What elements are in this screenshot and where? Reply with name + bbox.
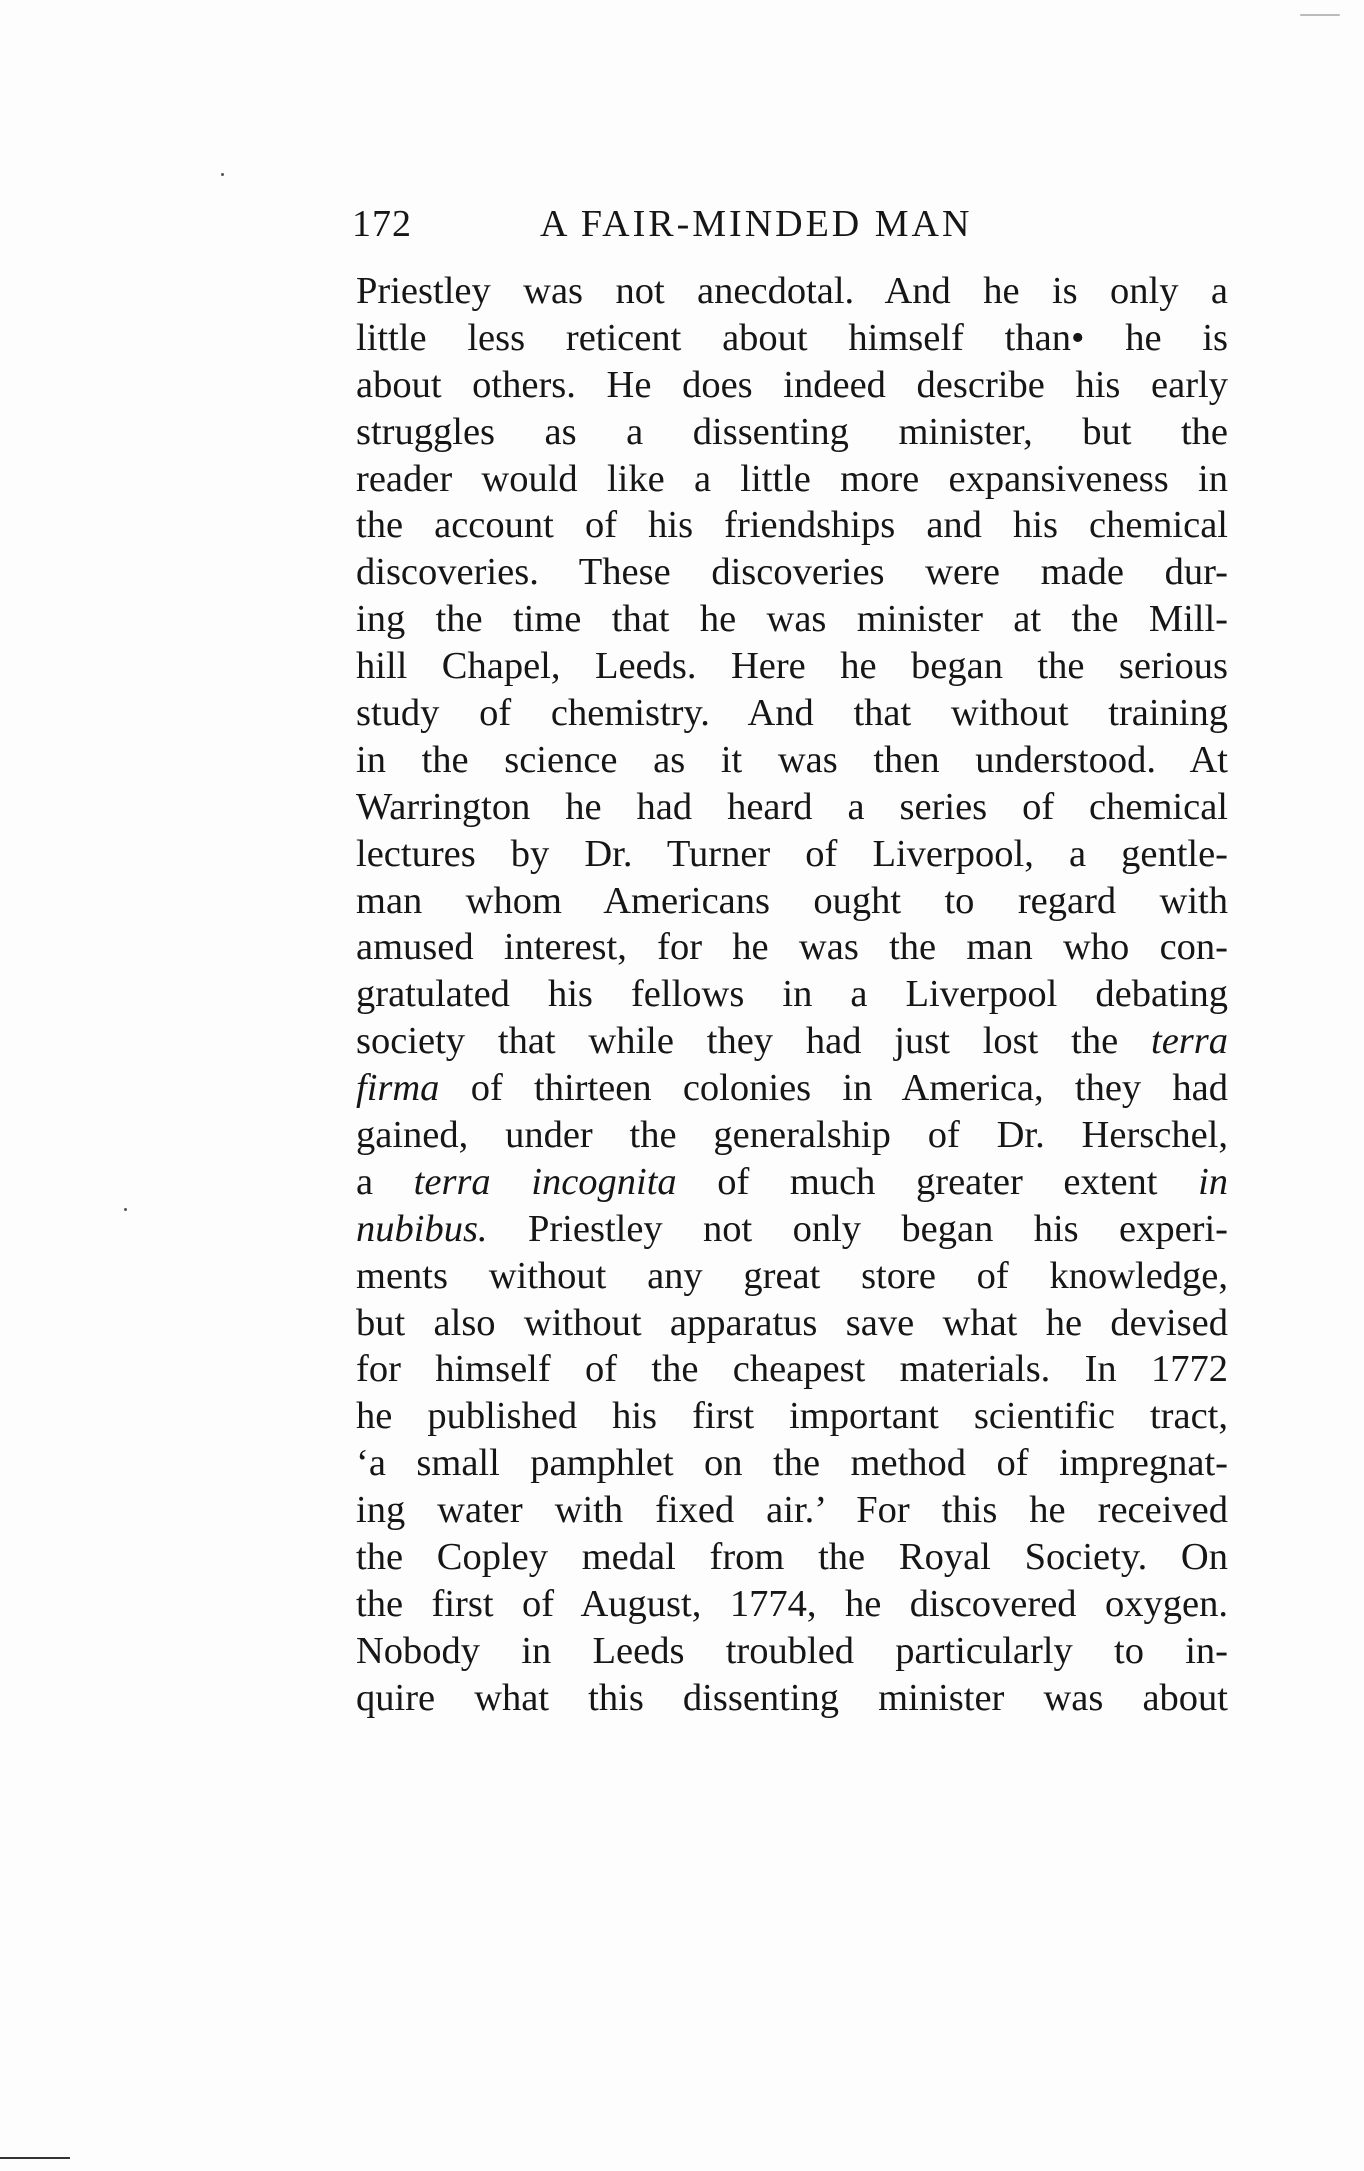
text-line: lectures by Dr. Turner of Liverpool, a gentle- <box>356 832 1228 875</box>
text-run: Priestley not only began his experi- <box>527 1207 1229 1250</box>
text-line: ing water with fixed air.’ For this he received <box>356 1489 1228 1532</box>
text-line: but also without apparatus save what he devised <box>356 1301 1228 1344</box>
text-run: a <box>356 1160 374 1203</box>
text-run: society that while they had just lost the <box>356 1020 1119 1063</box>
text-line: hill Chapel, Leeds. Here he began the serious <box>356 645 1228 688</box>
text-line: gained, under the generalship of Dr. Herschel, <box>356 1114 1228 1157</box>
text-line: the Copley medal from the Royal Society. On <box>356 1536 1228 1579</box>
running-head <box>352 196 1232 252</box>
scan-edge-mark <box>0 2157 70 2159</box>
text-line: about others. He does indeed describe his early <box>356 363 1228 406</box>
text-line: ments without any great store of knowledge, <box>356 1254 1228 1297</box>
body-text <box>356 268 1228 1722</box>
text-run: of much greater extent <box>717 1160 1158 1203</box>
text-line-with-italic <box>356 1159 1228 1206</box>
text-line: study of chemistry. And that without training <box>356 692 1228 735</box>
text-line: ing the time that he was minister at the Mill- <box>356 598 1228 641</box>
scan-speck <box>221 173 224 176</box>
text-line: he published his first important scientific tract, <box>356 1395 1228 1438</box>
text-run: of thirteen colonies in America, they had <box>470 1067 1228 1110</box>
text-line: the first of August, 1774, he discovered oxygen. <box>356 1582 1228 1625</box>
text-line: for himself of the cheapest materials. In 1772 <box>356 1348 1228 1391</box>
italic-term: nubibus. <box>356 1207 488 1250</box>
text-line: the account of his friendships and his chemical <box>356 504 1228 547</box>
text-line: gratulated his fellows in a Liverpool debating <box>356 973 1228 1016</box>
text-line-with-italic <box>356 1065 1228 1112</box>
text-line: Priestley was not anecdotal. And he is only a <box>356 270 1228 312</box>
text-line: reader would like a little more expansiveness in <box>356 457 1228 500</box>
text-line: man whom Americans ought to regard with <box>356 879 1228 922</box>
text-line-with-italic <box>356 1206 1228 1253</box>
text-line: Warrington he had heard a series of chemical <box>356 785 1228 828</box>
italic-term: terra incognita <box>413 1160 677 1203</box>
text-line: discoveries. These discoveries were made dur- <box>356 551 1228 594</box>
italic-term: terra <box>1151 1020 1229 1063</box>
text-line: amused interest, for he was the man who con- <box>356 926 1228 969</box>
italic-term: firma <box>356 1067 440 1110</box>
scan-speck <box>124 1208 127 1211</box>
text-line: Nobody in Leeds troubled particularly to in- <box>356 1629 1228 1672</box>
scan-speck <box>1300 14 1340 16</box>
text-line-with-italic <box>356 1018 1228 1065</box>
page-number: 172 <box>352 203 412 245</box>
running-title: A FAIR-MINDED MAN <box>540 203 973 245</box>
text-line: ‘a small pamphlet on the method of impregnat- <box>356 1442 1228 1485</box>
italic-term: in <box>1198 1160 1229 1203</box>
text-line: struggles as a dissenting minister, but the <box>356 410 1228 453</box>
text-line: in the science as it was then understood. At <box>356 738 1228 781</box>
text-line: little less reticent about himself than• he is <box>356 316 1228 359</box>
text-line: quire what this dissenting minister was about <box>356 1676 1228 1719</box>
